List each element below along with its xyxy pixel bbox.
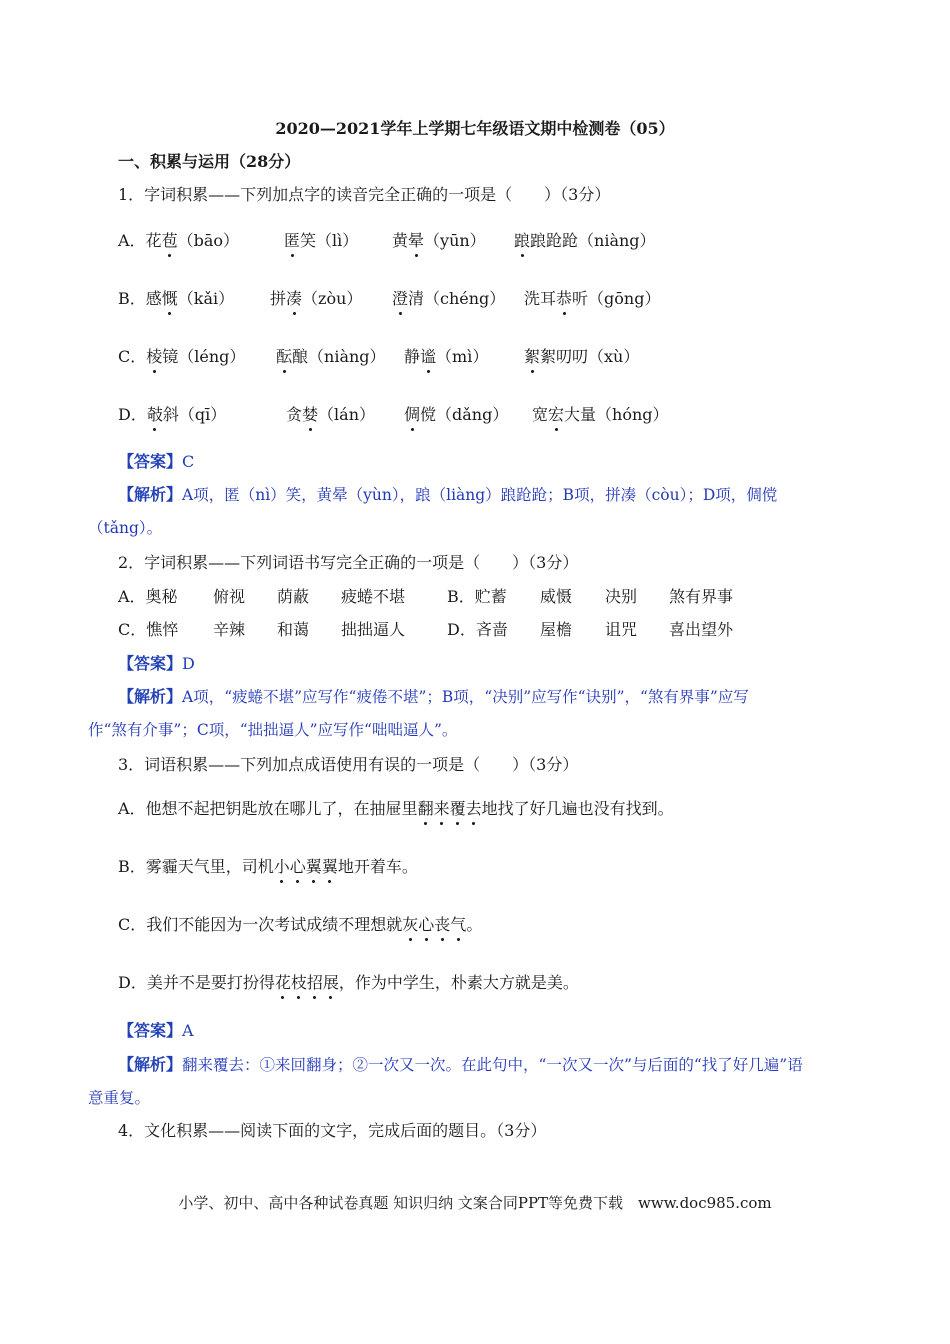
analysis-tag: 【解析】 bbox=[118, 1055, 183, 1074]
option-text: ，作为中学生，朴素大方就是美。 bbox=[338, 973, 579, 992]
question-2-analysis-cont: 作“煞有介事”；C项，“拙拙逼人”应写作“咄咄逼人”。 bbox=[88, 721, 458, 739]
dotted-char: 覆 bbox=[450, 796, 466, 819]
dotted-char: 丧 bbox=[434, 912, 450, 935]
dotted-char: 晕 bbox=[408, 228, 424, 251]
analysis-text: 翻来覆去：①来回翻身；②一次又一次。在此句中，“一次又一次”与后面的“找了好几遍”语 bbox=[182, 1056, 803, 1074]
option-text: 贪 bbox=[286, 405, 303, 424]
q1-option-c-item bbox=[524, 344, 639, 367]
option-text: B．感 bbox=[118, 289, 162, 308]
question-1-stem: 1．字词积累——下列加点字的读音完全正确的一项是（ ）（3分） bbox=[118, 185, 611, 204]
dotted-char: 婪 bbox=[302, 402, 318, 425]
dotted-char: 攲 bbox=[147, 402, 163, 425]
dotted-char: 匿 bbox=[284, 228, 300, 251]
option-text: （kǎi） bbox=[177, 289, 235, 308]
q3-option-b bbox=[118, 854, 418, 877]
analysis-tag: 【解析】 bbox=[118, 687, 183, 706]
analysis-text: A项，匿（nì）笑，黄晕（yùn），踉（liàng）踉跄跄；B项，拼凑（còu）；D项，倜傥 bbox=[182, 486, 778, 504]
dotted-char: 灰 bbox=[402, 912, 418, 935]
question-2-stem: 2．字词积累——下列词语书写完全正确的一项是（ ）（3分） bbox=[118, 553, 579, 572]
dotted-char: 气 bbox=[450, 912, 466, 935]
q1-option-c-item bbox=[118, 344, 245, 367]
option-text: （zòu） bbox=[302, 289, 363, 308]
dotted-char: 倜 bbox=[404, 402, 420, 425]
option-text: 拼 bbox=[270, 289, 287, 308]
q2-option-word: 屋檐 bbox=[540, 620, 573, 639]
option-text: 听（gōng） bbox=[572, 289, 661, 308]
dotted-char: 翼 bbox=[322, 854, 338, 877]
dotted-char: 花 bbox=[275, 970, 291, 993]
option-text: （bāo） bbox=[177, 231, 239, 250]
option-text: 。 bbox=[466, 915, 483, 934]
option-text: 黄 bbox=[392, 231, 409, 250]
q1-option-a-item bbox=[514, 228, 656, 251]
q1-option-c-item bbox=[404, 344, 488, 367]
q1-option-b-item bbox=[118, 286, 234, 309]
option-text: D．美并不是要打扮得 bbox=[118, 973, 275, 992]
option-text: 大量（hóng） bbox=[564, 405, 669, 424]
dotted-char: 翻 bbox=[418, 796, 434, 819]
q3-option-a bbox=[118, 796, 674, 819]
answer-tag: 【答案】 bbox=[118, 654, 183, 673]
question-3-analysis-cont: 意重复。 bbox=[88, 1089, 151, 1107]
section-heading: 一、积累与运用（28分） bbox=[118, 152, 301, 171]
q2-option-word: D．吝啬 bbox=[447, 620, 508, 639]
q1-option-b-item bbox=[270, 286, 362, 309]
q1-option-c-item bbox=[276, 344, 386, 367]
q2-option-word: 拙拙逼人 bbox=[341, 620, 406, 639]
analysis-text: A项，“疲蜷不堪”应写作“疲倦不堪”；B项，“决别”应写作“诀别”，“煞有界事”应写 bbox=[182, 688, 749, 706]
q2-option-word: 煞有界事 bbox=[669, 587, 734, 606]
question-3-analysis bbox=[118, 1052, 803, 1075]
option-text: A．他想不起把钥匙放在哪儿了，在抽屉里 bbox=[118, 799, 418, 818]
q2-option-word: 决别 bbox=[605, 587, 638, 606]
option-text: C．我们不能因为一次考试成绩不理想就 bbox=[118, 915, 403, 934]
option-text: 絮叨叨（xù） bbox=[540, 347, 640, 366]
dotted-char: 心 bbox=[290, 854, 306, 877]
q1-option-a-item bbox=[118, 228, 239, 251]
q1-option-d-item bbox=[286, 402, 375, 425]
question-3-stem: 3．词语积累——下列加点成语使用有误的一项是（ ）（3分） bbox=[118, 755, 579, 774]
question-4-stem: 4．文化积累——阅读下面的文字，完成后面的题目。（3分） bbox=[118, 1121, 547, 1140]
option-text: （lán） bbox=[318, 405, 375, 424]
question-3-answer bbox=[118, 1018, 194, 1041]
q1-option-b-item bbox=[392, 286, 505, 309]
dotted-char: 踉 bbox=[514, 228, 530, 251]
q1-option-d-item bbox=[118, 402, 226, 425]
dotted-char: 宏 bbox=[548, 402, 564, 425]
question-1-analysis bbox=[118, 482, 888, 505]
answer-value: C bbox=[182, 452, 195, 471]
dotted-char: 酝 bbox=[276, 344, 292, 367]
q2-option-word: 和蔼 bbox=[277, 620, 310, 639]
q2-option-word: 荫蔽 bbox=[277, 587, 310, 606]
option-text: 地开着车。 bbox=[337, 857, 418, 876]
dotted-char: 恭 bbox=[556, 286, 572, 309]
page-title: 2020—2021学年上学期七年级语文期中检测卷（05） bbox=[275, 119, 675, 138]
dotted-char: 心 bbox=[418, 912, 434, 935]
q1-option-d-item bbox=[404, 402, 508, 425]
question-1-analysis-cont: （tǎng）。 bbox=[88, 519, 163, 537]
answer-tag: 【答案】 bbox=[118, 452, 183, 471]
analysis-tag: 【解析】 bbox=[118, 485, 183, 504]
dotted-char: 去 bbox=[466, 796, 482, 819]
option-text: 酿（niàng） bbox=[292, 347, 386, 366]
option-text: A．花 bbox=[118, 231, 162, 250]
option-text: B．雾霾天气里，司机 bbox=[118, 857, 274, 876]
q2-option-word: 疲蜷不堪 bbox=[341, 587, 406, 606]
dotted-char: 展 bbox=[323, 970, 339, 993]
answer-value: A bbox=[182, 1021, 194, 1040]
option-text: 清（chéng） bbox=[408, 289, 506, 308]
option-text: 笑（lì） bbox=[300, 231, 359, 250]
option-text: 斜（qī） bbox=[162, 405, 227, 424]
q2-option-word: C．憔悴 bbox=[118, 620, 179, 639]
dotted-char: 棱 bbox=[146, 344, 162, 367]
dotted-char: 絮 bbox=[524, 344, 540, 367]
dotted-char: 慨 bbox=[162, 286, 178, 309]
option-text: 踉跄跄（niàng） bbox=[530, 231, 656, 250]
q1-option-d-item bbox=[532, 402, 669, 425]
question-2-answer bbox=[118, 651, 195, 674]
option-text: （yūn） bbox=[424, 231, 486, 250]
option-text: 地找了好几遍也没有找到。 bbox=[481, 799, 674, 818]
dotted-char: 枝 bbox=[291, 970, 307, 993]
option-text: （mì） bbox=[436, 347, 489, 366]
q2-option-word: 威慑 bbox=[540, 587, 573, 606]
option-text: C． bbox=[118, 347, 147, 366]
q2-option-word: 俯视 bbox=[213, 587, 246, 606]
answer-tag: 【答案】 bbox=[118, 1021, 183, 1040]
q1-option-b-item bbox=[524, 286, 660, 309]
option-text: 镜（léng） bbox=[162, 347, 246, 366]
q2-option-word: 喜出望外 bbox=[669, 620, 734, 639]
dotted-char: 澄 bbox=[392, 286, 408, 309]
dotted-char: 招 bbox=[307, 970, 323, 993]
option-text: 宽 bbox=[532, 405, 549, 424]
option-text: 洗耳 bbox=[524, 289, 557, 308]
option-text: 静 bbox=[404, 347, 421, 366]
dotted-char: 小 bbox=[274, 854, 290, 877]
dotted-char: 谧 bbox=[420, 344, 436, 367]
q2-option-word: 诅咒 bbox=[605, 620, 638, 639]
dotted-char: 来 bbox=[434, 796, 450, 819]
question-2-analysis bbox=[118, 684, 749, 707]
question-1-answer bbox=[118, 449, 194, 472]
option-text: D． bbox=[118, 405, 147, 424]
q1-option-a-item bbox=[284, 228, 358, 251]
option-text: 傥（dǎng） bbox=[420, 405, 509, 424]
q2-option-word: 辛辣 bbox=[213, 620, 246, 639]
dotted-char: 苞 bbox=[162, 228, 178, 251]
q2-option-word: B．贮蓄 bbox=[447, 587, 507, 606]
answer-value: D bbox=[182, 654, 195, 673]
dotted-char: 翼 bbox=[306, 854, 322, 877]
q2-option-word: A．奥秘 bbox=[118, 587, 178, 606]
q3-option-c bbox=[118, 912, 482, 935]
dotted-char: 凑 bbox=[286, 286, 302, 309]
q3-option-d bbox=[118, 970, 579, 993]
footer-text: 小学、初中、高中各种试卷真题 知识归纳 文案合同PPT等免费下载 www.doc985.com bbox=[178, 1194, 772, 1212]
q1-option-a-item bbox=[392, 228, 486, 251]
